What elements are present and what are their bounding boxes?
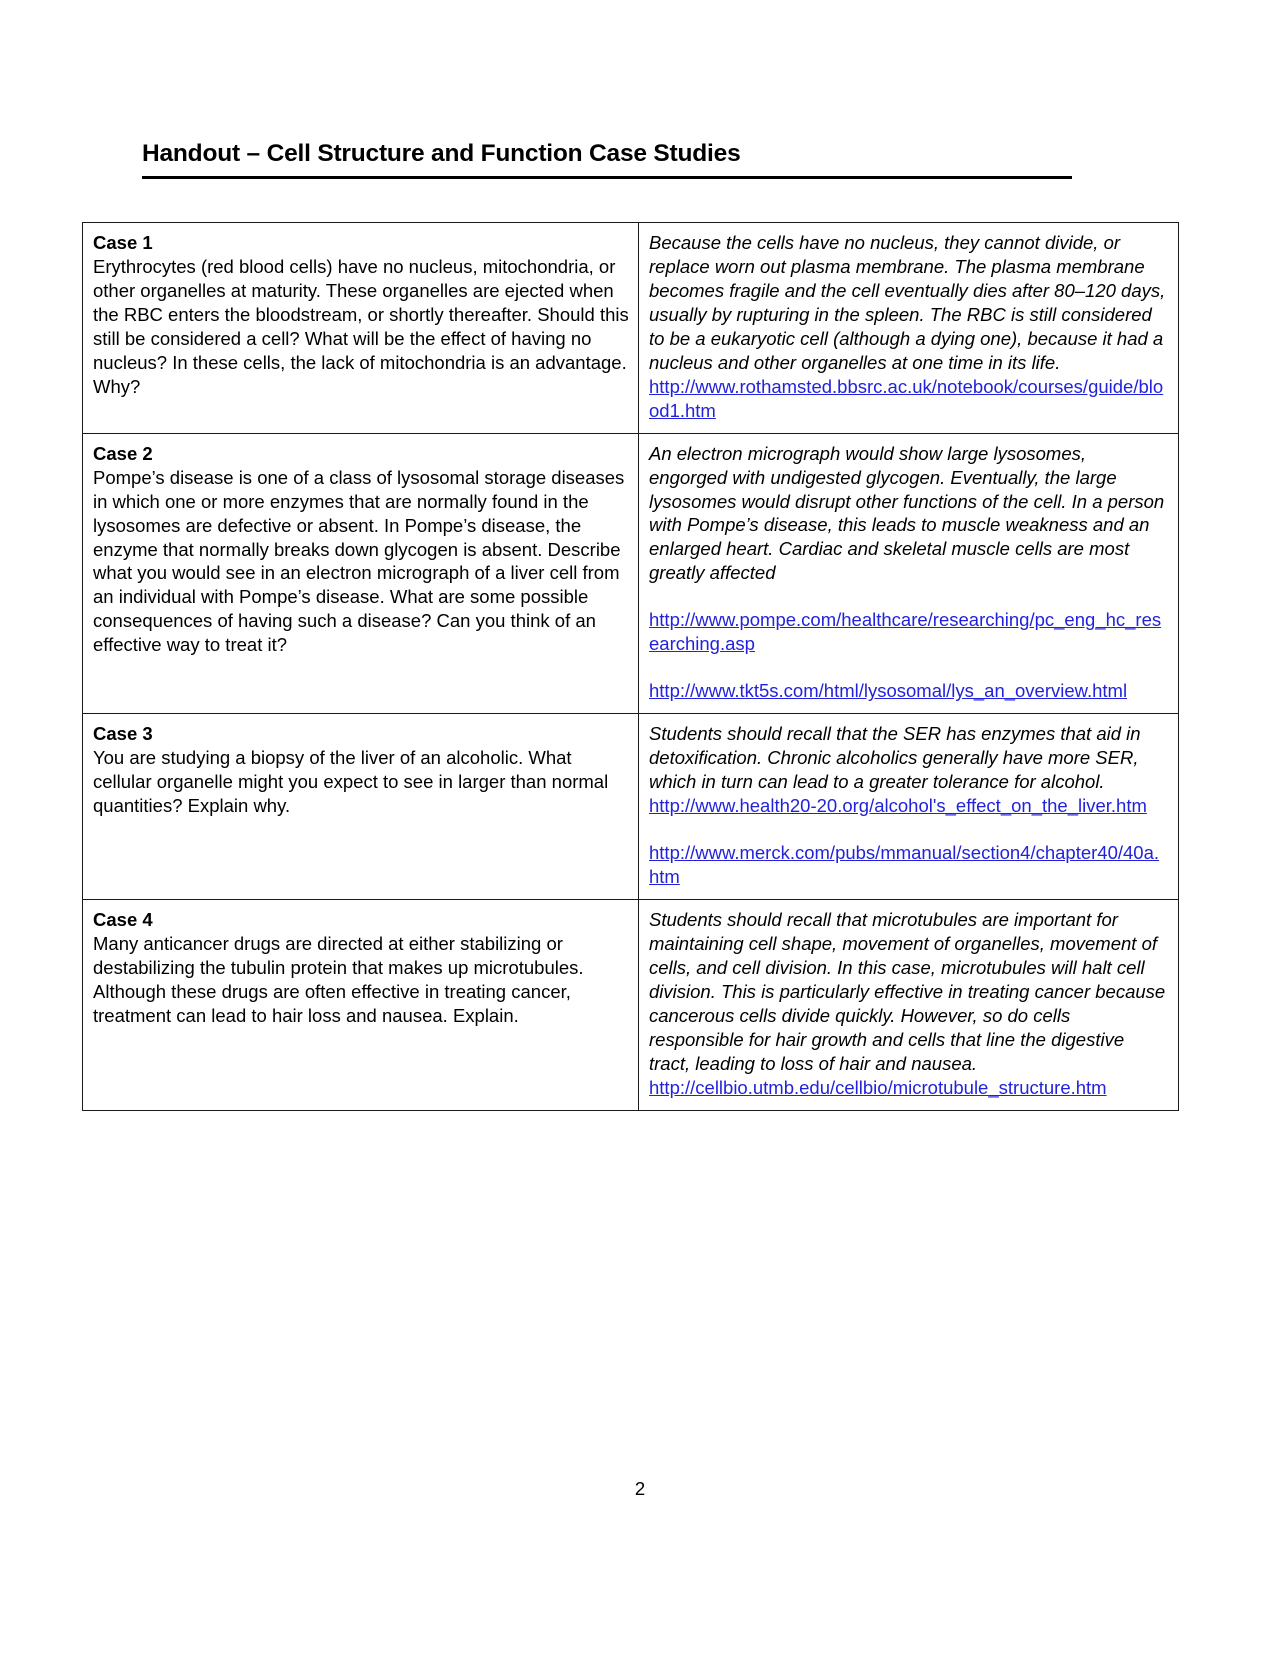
case-1-link-1[interactable]: http://www.rothamsted.bbsrc.ac.uk/notebook/courses/guide/blood1.htm bbox=[649, 375, 1164, 421]
case-2-answer-text: An electron micrograph would show large lysosomes, engorged with undigested glycogen. Eventually, the large lysosomes would disrupt other functions of the cell. In a person with Pompe’s disease, this leads to muscle weakness and an enlarged heart. Cardiac and skeletal muscle cells are most greatly affected bbox=[649, 442, 1170, 584]
case-4-answer-cell bbox=[639, 899, 1179, 1110]
case-2-prompt-text: Pompe’s disease is one of a class of lysosomal storage diseases in which one or more enzymes that are normally found in the lysosomes are defective or absent. In Pompe’s disease, the enzyme that normally breaks down glycogen is absent. Describe what you would see in an electron micrograph of a liver cell from an individual with Pompe’s disease. What are some possible consequences of having such a disease? Can you think of an effective way to treat it? bbox=[93, 466, 630, 656]
case-3-link-2[interactable]: http://www.merck.com/pubs/mmanual/section4/chapter40/40a.htm bbox=[649, 842, 1160, 887]
case-4-answer-text: Students should recall that microtubules are important for maintaining cell shape, movement of organelles, movement of cells, and cell division. In this case, microtubules will halt cell division. This is particularly effective in treating cancer because cancerous cells divide quickly. However, so do cells responsible for hair growth and cells that line the digestive tract, leading to loss of hair and nausea. bbox=[649, 908, 1171, 1074]
page-number: 2 bbox=[634, 1478, 646, 1499]
case-3-link-1[interactable]: http://www.health20-20.org/alcohol's_effect_on_the_liver.htm bbox=[649, 795, 1147, 817]
case-1-prompt-cell bbox=[83, 223, 639, 434]
case-3-prompt-text: You are studying a biopsy of the liver of an alcoholic. What cellular organelle might you expect to see in larger than normal quantities? Explain why. bbox=[93, 747, 614, 817]
case-4-link-1[interactable]: http://cellbio.utmb.edu/cellbio/microtubule_structure.htm bbox=[649, 1076, 1107, 1098]
case-2-label: Case 2 bbox=[93, 442, 153, 464]
table-row bbox=[83, 899, 1179, 1110]
case-1-answer-cell bbox=[639, 223, 1179, 434]
case-3-answer-text: Students should recall that the SER has enzymes that aid in detoxification. Chronic alcoholics generally have more SER, which in turn can lead to a greater tolerance for alcohol. bbox=[649, 723, 1146, 793]
case-4-prompt-text: Many anticancer drugs are directed at either stabilizing or destabilizing the tubulin protein that makes up microtubules. Although these drugs are often effective in treating cancer, treatment can lead to hair loss and nausea. Explain. bbox=[93, 932, 588, 1026]
case-2-answer-cell bbox=[639, 433, 1179, 714]
case-2-prompt-cell bbox=[83, 433, 639, 714]
case-2-link-2[interactable]: http://www.tkt5s.com/html/lysosomal/lys_an_overview.html bbox=[649, 680, 1128, 702]
case-1-prompt-text: Erythrocytes (red blood cells) have no nucleus, mitochondria, or other organelles at maturity. These organelles are ejected when the RBC enters the bloodstream, or shortly thereafter. Should this still be considered a cell? What will be the effect of having no nucleus? In these cells, the lack of mitochondria is an advantage. Why? bbox=[93, 256, 634, 397]
case-studies-table bbox=[82, 222, 1179, 1111]
case-2-link-1[interactable]: http://www.pompe.com/healthcare/researching/pc_eng_hc_researching.asp bbox=[649, 609, 1162, 655]
case-3-answer-cell bbox=[639, 714, 1179, 900]
case-4-prompt-cell bbox=[83, 899, 639, 1110]
case-3-prompt-cell bbox=[83, 714, 639, 900]
case-1-answer-text: Because the cells have no nucleus, they cannot divide, or replace worn out plasma membrane. The plasma membrane becomes fragile and the cell eventually dies after 80–120 days, usually by rupturing in the spleen. The RBC is still considered to be a eukaryotic cell (although a dying one), because it had a nucleus and other organelles at one time in its life. bbox=[649, 232, 1171, 373]
table-row bbox=[83, 433, 1179, 714]
case-3-label: Case 3 bbox=[93, 723, 153, 745]
page-title: Handout – Cell Structure and Function Case Studies bbox=[142, 140, 1072, 179]
case-1-label: Case 1 bbox=[93, 232, 153, 253]
case-4-label: Case 4 bbox=[93, 908, 153, 930]
table-row bbox=[83, 714, 1179, 900]
table-row bbox=[83, 223, 1179, 434]
